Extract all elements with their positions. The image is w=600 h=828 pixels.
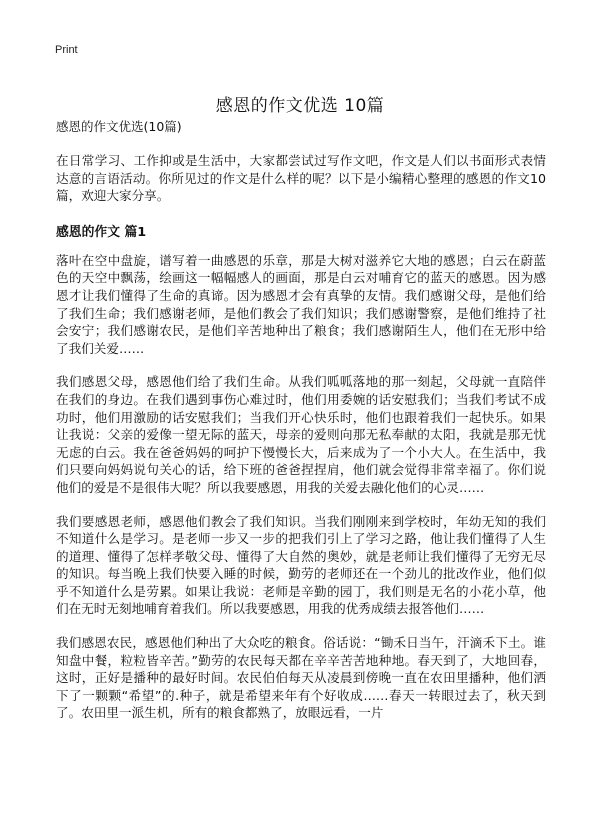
body-paragraph-4: 我们感恩农民，感恩他们种出了大众吃的粮食。俗话说：“锄禾日当午，汗滴禾下土。谁知盘中餐，粒粒皆辛苦。”勤劳的农民每天都在辛辛苦苦地种地。春天到了，大地回春，这时，正好是播种的最好时间。农民伯伯每天从凌晨到傍晚一直在农田里播种，他们洒下了一颗颗“希望”的.种子，就是希望来年有个好收成……春天一转眼过去了，秋天到了。农田里一派生机，所有的粮食都熟了，放眼远看，一片 [56,635,546,721]
body-paragraph-2: 我们感恩父母，感恩他们给了我们生命。从我们呱呱落地的那一刻起，父母就一直陪伴在我们的身边。在我们遇到事伤心难过时，他们用委婉的话安慰我们；当我们考试不成功时，他们用激励的话安慰我们；当我们开心快乐时，他们也跟着我们一起快乐。如果让我说：父亲的爱像一望无际的蓝天，母亲的爱则向那无私奉献的太阳，我就是那无忧无虑的白云。我在爸爸妈妈的呵护下慢慢长大，后来成为了一个小大人。在生活中，我们只要向妈妈说句关心的话，给下班的爸爸捏捏肩，他们就会觉得非常幸福了。你们说他们的爱是不是很伟大呢？所以我要感恩，用我的关爱去融化他们的心灵…… [56,374,546,495]
intro-paragraph: 在日常学习、工作抑或是生活中，大家都尝试过写作文吧，作文是人们以书面形式表情达意的言语活动。你所见过的作文是什么样的呢？以下是小编精心整理的感恩的作文10篇，欢迎大家分享。 [56,153,546,204]
body-paragraph-1: 落叶在空中盘旋，谱写着一曲感恩的乐章，那是大树对滋养它大地的感恩；白云在蔚蓝色的天空中飘荡，绘画这一幅幅感人的画面，那是白云对哺育它的蓝天的感恩。因为感恩才让我们懂得了生命的真谛。因为感恩才会有真挚的友情。我们感谢父母，是他们给了我们生命；我们感谢老师，是他们教会了我们知识；我们感谢警察，是他们维持了社会安宁；我们感谢农民，是他们辛苦地种出了粮食；我们感谢陌生人，他们在无形中给了我们关爱…… [56,252,546,356]
page-title: 感恩的作文优选 10篇 [215,96,385,117]
document-body [56,118,546,738]
section-heading: 感恩的作文 篇1 [56,224,147,240]
print-label[interactable]: Print [55,44,78,56]
body-paragraph-3: 我们要感恩老师，感恩他们教会了我们知识。当我们刚刚来到学校时，年幼无知的我们不知道什么是学习。是老师一步又一步的把我们引上了学习之路，他让我们懂得了人生的道理、懂得了怎样孝敬父母、懂得了大自然的奥妙，就是老师让我们懂得了无穷无尽的知识。每当晚上我们快要入睡的时候，勤劳的老师还在一个劲儿的批改作业，他们似乎不知道什么是劳累。如果让我说：老师是辛勤的园丁，我们则是无名的小花小草，他们在无时无刻地哺育着我们。所以我要感恩，用我的优秀成绩去报答他们…… [56,513,546,617]
document-subtitle: 感恩的作文优选(10篇) [56,119,182,134]
